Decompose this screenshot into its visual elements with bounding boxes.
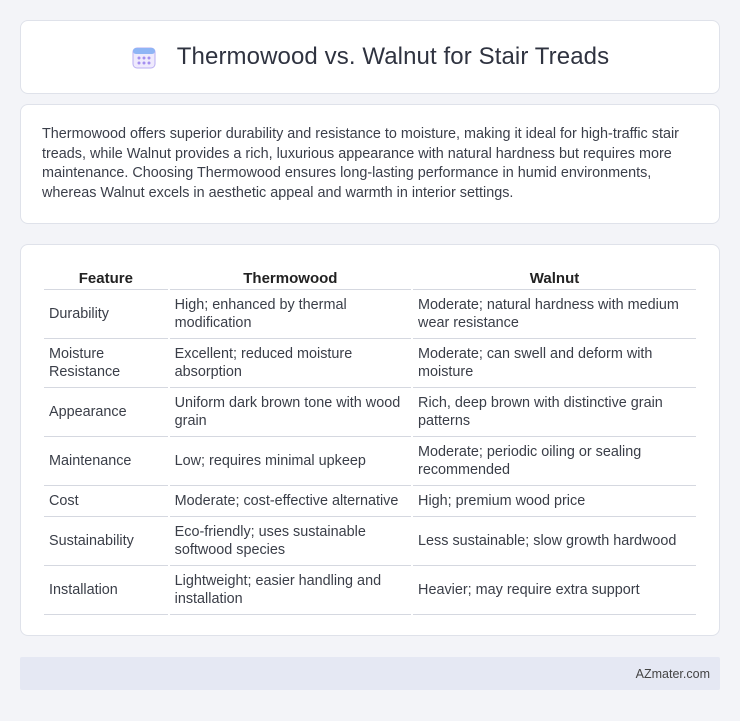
table-row — [44, 486, 696, 517]
comparison-card — [20, 244, 720, 636]
walnut-cell: High; premium wood price — [413, 486, 696, 517]
table-row — [44, 290, 696, 339]
walnut-cell: Moderate; natural hardness with medium wear resistance — [413, 290, 696, 339]
feature-cell: Moisture Resistance — [44, 339, 168, 388]
comparison-table — [42, 266, 698, 615]
feature-cell: Durability — [44, 290, 168, 339]
feature-cell: Appearance — [44, 388, 168, 437]
thermowood-cell: Eco-friendly; uses sustainable softwood species — [170, 517, 411, 566]
thermowood-cell: High; enhanced by thermal modification — [170, 290, 411, 339]
header-walnut: Walnut — [413, 266, 696, 290]
header-thermowood: Thermowood — [170, 266, 411, 290]
table-row — [44, 517, 696, 566]
calendar-icon — [131, 44, 157, 70]
table-row — [44, 339, 696, 388]
table-row — [44, 437, 696, 486]
intro-card — [20, 104, 720, 224]
table-row — [44, 388, 696, 437]
thermowood-cell: Uniform dark brown tone with wood grain — [170, 388, 411, 437]
walnut-cell: Moderate; periodic oiling or sealing recommended — [413, 437, 696, 486]
thermowood-cell: Lightweight; easier handling and installation — [170, 566, 411, 615]
thermowood-cell: Moderate; cost-effective alternative — [170, 486, 411, 517]
title-card — [20, 20, 720, 94]
feature-cell: Maintenance — [44, 437, 168, 486]
footer — [20, 657, 720, 690]
walnut-cell: Heavier; may require extra support — [413, 566, 696, 615]
intro-text: Thermowood offers superior durability and resistance to moisture, making it ideal for high-traffic stair treads, while Walnut provides a rich, luxurious appearance with natural hardness but requires more maintenance. Choosing Thermowood ensures long-lasting performance in humid environments, whereas Walnut excels in aesthetic appeal and warmth in interior settings. — [42, 126, 679, 201]
footer-brand: AZmater.com — [635, 666, 710, 681]
thermowood-cell: Excellent; reduced moisture absorption — [170, 339, 411, 388]
walnut-cell: Less sustainable; slow growth hardwood — [413, 517, 696, 566]
feature-cell: Cost — [44, 486, 168, 517]
feature-cell: Installation — [44, 566, 168, 615]
table-header-row — [44, 266, 696, 290]
walnut-cell: Moderate; can swell and deform with moisture — [413, 339, 696, 388]
page-title: Thermowood vs. Walnut for Stair Treads — [176, 43, 610, 70]
header-feature: Feature — [44, 266, 168, 290]
table-row — [44, 566, 696, 615]
feature-cell: Sustainability — [44, 517, 168, 566]
thermowood-cell: Low; requires minimal upkeep — [170, 437, 411, 486]
walnut-cell: Rich, deep brown with distinctive grain patterns — [413, 388, 696, 437]
